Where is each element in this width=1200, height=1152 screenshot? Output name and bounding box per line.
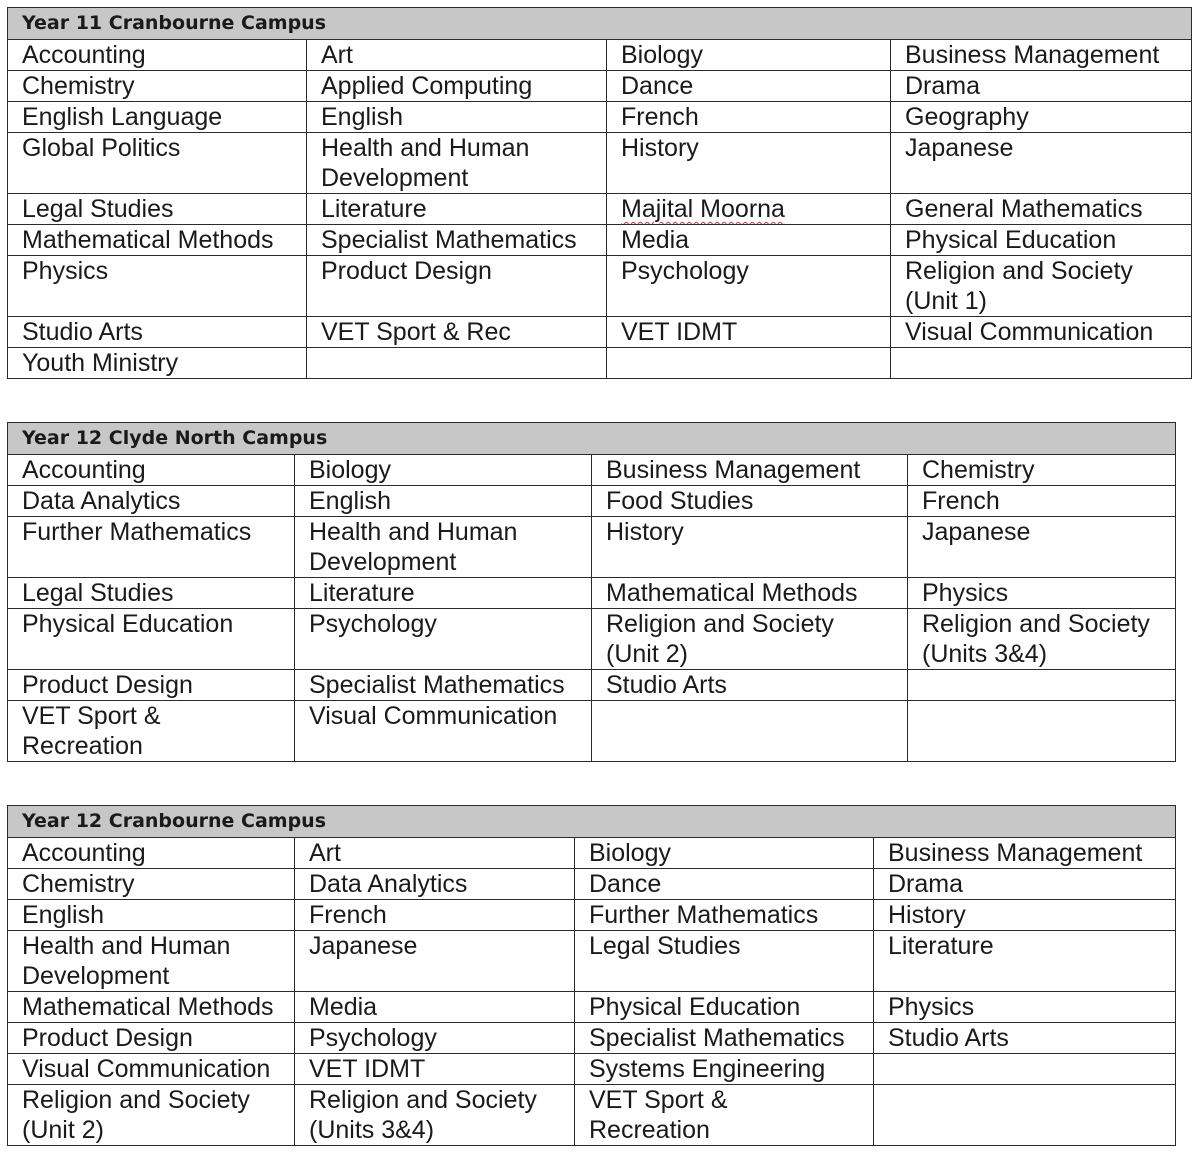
subject-cell: Business Management <box>874 838 1176 869</box>
empty-cell <box>908 701 1176 762</box>
subject-cell: History <box>607 133 891 194</box>
subject-cell: Biology <box>295 455 592 486</box>
subject-cell: Business Management <box>592 455 908 486</box>
subject-cell: Physical Education <box>575 992 874 1023</box>
year11-cranbourne-table <box>7 7 1192 379</box>
subject-cell: Visual Communication <box>8 1054 295 1085</box>
table-row <box>8 1054 1176 1085</box>
subject-cell: Youth Ministry <box>8 348 307 379</box>
subject-cell: Dance <box>575 869 874 900</box>
subject-cell: Religion and Society (Unit 2) <box>8 1085 295 1146</box>
subject-cell: Dance <box>607 71 891 102</box>
subject-cell: English <box>307 102 607 133</box>
subject-cell: Global Politics <box>8 133 307 194</box>
subject-cell: Data Analytics <box>8 486 295 517</box>
table-row <box>8 71 1192 102</box>
subject-cell: English <box>8 900 295 931</box>
subject-cell <box>607 194 891 225</box>
table-row <box>8 455 1176 486</box>
subject-cell: History <box>874 900 1176 931</box>
table-row <box>8 1085 1176 1146</box>
subject-cell: Psychology <box>295 1023 575 1054</box>
subject-cell: Physics <box>874 992 1176 1023</box>
subject-cell: Drama <box>874 869 1176 900</box>
table-row <box>8 133 1192 194</box>
subject-cell: English Language <box>8 102 307 133</box>
subject-cell: Japanese <box>295 931 575 992</box>
table-row <box>8 701 1176 762</box>
empty-cell <box>891 348 1192 379</box>
table-row <box>8 102 1192 133</box>
subject-cell: Media <box>607 225 891 256</box>
subject-cell: Health and Human Development <box>8 931 295 992</box>
subject-cell: Systems Engineering <box>575 1054 874 1085</box>
subject-cell: Biology <box>607 40 891 71</box>
table-row <box>8 194 1192 225</box>
subject-cell: VET Sport & Rec <box>307 317 607 348</box>
empty-cell <box>592 701 908 762</box>
table-title: Year 12 Clyde North Campus <box>8 423 1176 455</box>
subject-cell: Accounting <box>8 838 295 869</box>
subject-cell: Literature <box>307 194 607 225</box>
subject-cell: Psychology <box>295 609 592 670</box>
subject-cell: Chemistry <box>8 71 307 102</box>
table-row <box>8 578 1176 609</box>
subject-cell: Food Studies <box>592 486 908 517</box>
table-title: Year 11 Cranbourne Campus <box>8 8 1192 40</box>
subject-cell: General Mathematics <box>891 194 1192 225</box>
subject-cell: Japanese <box>908 517 1176 578</box>
empty-cell <box>307 348 607 379</box>
subject-cell: Legal Studies <box>8 578 295 609</box>
table-row <box>8 348 1192 379</box>
subject-cell: Art <box>295 838 575 869</box>
subject-cell: Media <box>295 992 575 1023</box>
subject-cell: Literature <box>295 578 592 609</box>
subject-cell: Legal Studies <box>8 194 307 225</box>
subject-cell: French <box>607 102 891 133</box>
empty-cell <box>874 1054 1176 1085</box>
subject-cell: Mathematical Methods <box>8 225 307 256</box>
subject-cell: Mathematical Methods <box>592 578 908 609</box>
subject-cell: French <box>908 486 1176 517</box>
subject-cell: Business Management <box>891 40 1192 71</box>
empty-cell <box>607 348 891 379</box>
subject-cell: Accounting <box>8 455 295 486</box>
table-row <box>8 838 1176 869</box>
subject-cell: Legal Studies <box>575 931 874 992</box>
table-row <box>8 317 1192 348</box>
subject-cell: Visual Communication <box>891 317 1192 348</box>
subject-cell: Geography <box>891 102 1192 133</box>
empty-cell <box>908 670 1176 701</box>
table-row <box>8 670 1176 701</box>
table-row <box>8 900 1176 931</box>
subject-cell: Further Mathematics <box>575 900 874 931</box>
table-row <box>8 869 1176 900</box>
subject-cell: Health and Human Development <box>295 517 592 578</box>
table-row <box>8 256 1192 317</box>
subject-cell: Specialist Mathematics <box>575 1023 874 1054</box>
empty-cell <box>874 1085 1176 1146</box>
subject-cell: Physics <box>8 256 307 317</box>
subject-cell: VET Sport & Recreation <box>8 701 295 762</box>
subject-cell: Studio Arts <box>592 670 908 701</box>
subject-cell: Mathematical Methods <box>8 992 295 1023</box>
subject-cell: Religion and Society (Unit 1) <box>891 256 1192 317</box>
subject-cell: History <box>592 517 908 578</box>
subject-cell: Psychology <box>607 256 891 317</box>
table-row <box>8 40 1192 71</box>
subject-cell: Religion and Society (Units 3&4) <box>295 1085 575 1146</box>
subject-cell: Specialist Mathematics <box>307 225 607 256</box>
subject-cell: Physics <box>908 578 1176 609</box>
subject-cell: VET IDMT <box>295 1054 575 1085</box>
subject-cell: Product Design <box>8 1023 295 1054</box>
table-row <box>8 225 1192 256</box>
table-row <box>8 486 1176 517</box>
subject-cell: Drama <box>891 71 1192 102</box>
subject-cell: English <box>295 486 592 517</box>
subject-cell: Physical Education <box>891 225 1192 256</box>
subject-cell: Biology <box>575 838 874 869</box>
subject-cell: Specialist Mathematics <box>295 670 592 701</box>
subject-cell: Product Design <box>8 670 295 701</box>
subject-cell: Chemistry <box>908 455 1176 486</box>
table-row <box>8 609 1176 670</box>
subject-cell: Religion and Society (Unit 2) <box>592 609 908 670</box>
subject-cell: Art <box>307 40 607 71</box>
table-title: Year 12 Cranbourne Campus <box>8 806 1176 838</box>
subject-cell: Studio Arts <box>874 1023 1176 1054</box>
subject-cell: Accounting <box>8 40 307 71</box>
year12-clyde-north-table <box>7 422 1176 762</box>
subject-cell: Health and Human Development <box>307 133 607 194</box>
table-row <box>8 992 1176 1023</box>
subject-cell: VET Sport & Recreation <box>575 1085 874 1146</box>
subject-cell: Applied Computing <box>307 71 607 102</box>
subject-cell: Further Mathematics <box>8 517 295 578</box>
subject-cell: Studio Arts <box>8 317 307 348</box>
subject-cell: Literature <box>874 931 1176 992</box>
subject-cell: French <box>295 900 575 931</box>
subject-cell: Chemistry <box>8 869 295 900</box>
subject-cell: Visual Communication <box>295 701 592 762</box>
subject-cell: Religion and Society (Units 3&4) <box>908 609 1176 670</box>
subject-cell: VET IDMT <box>607 317 891 348</box>
subject-cell: Japanese <box>891 133 1192 194</box>
year12-cranbourne-table <box>7 805 1176 1146</box>
spellcheck-flagged-text: Majital Moorna <box>621 195 785 223</box>
subject-cell: Physical Education <box>8 609 295 670</box>
table-row <box>8 517 1176 578</box>
subject-cell: Product Design <box>307 256 607 317</box>
subject-cell: Data Analytics <box>295 869 575 900</box>
table-row <box>8 1023 1176 1054</box>
table-row <box>8 931 1176 992</box>
